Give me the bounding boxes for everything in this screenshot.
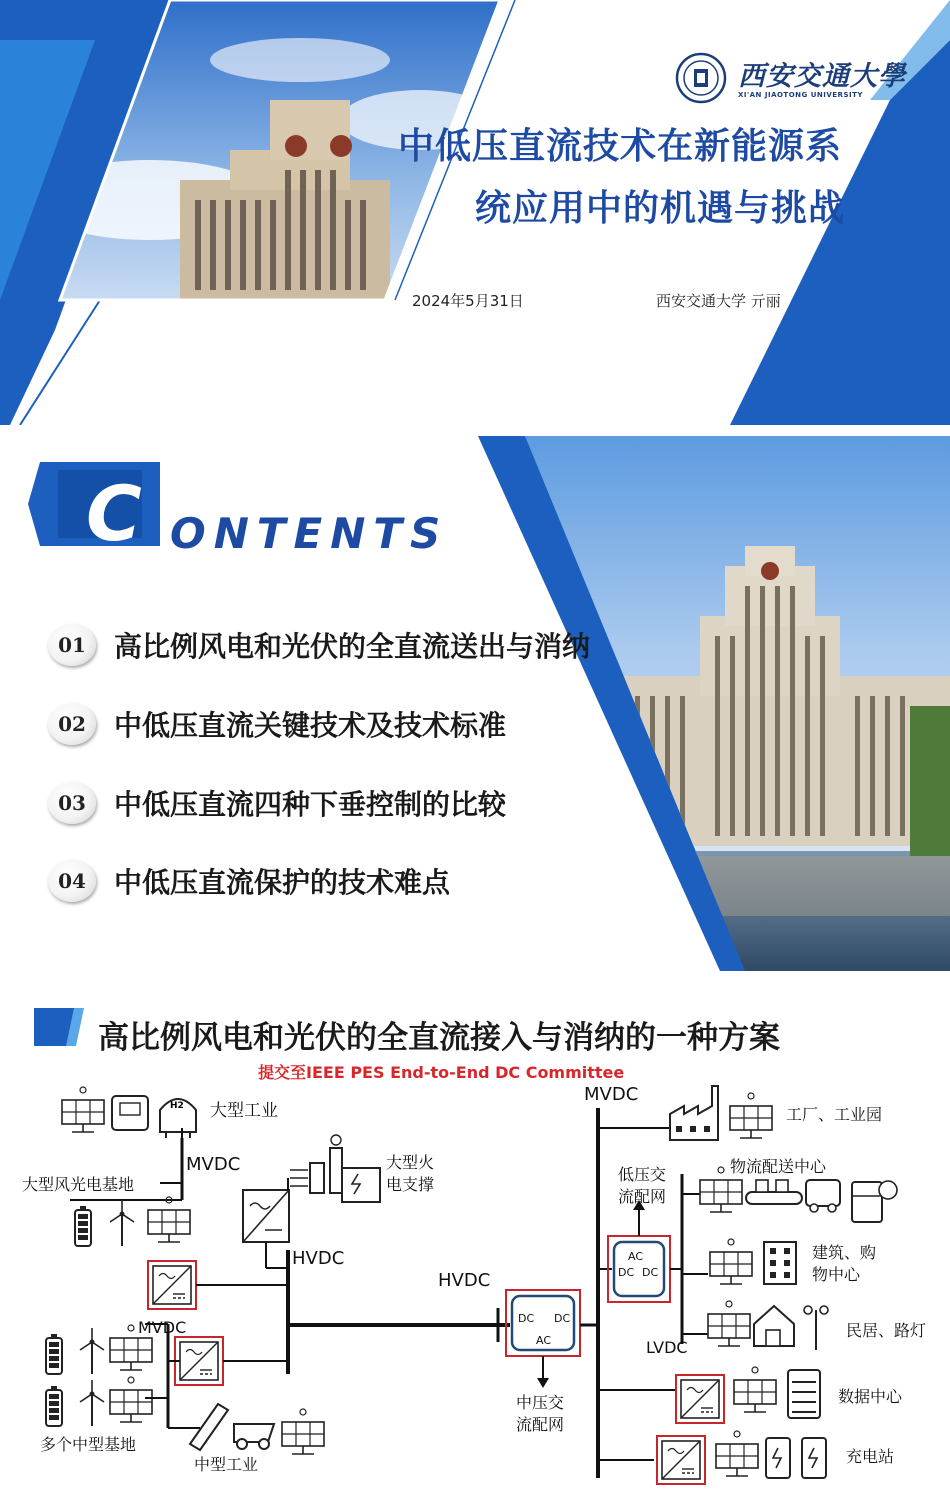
converter-icon bbox=[148, 1261, 196, 1309]
wind-turbine-icon bbox=[80, 1380, 104, 1426]
label-mvdc-right: MVDC bbox=[584, 1084, 639, 1105]
thermal-converter-icon bbox=[243, 1190, 289, 1242]
label-lv-ac-line2: 流配网 bbox=[618, 1187, 667, 1206]
label-medium-industry: 中型工业 bbox=[194, 1455, 259, 1474]
label-mvdc-lower: MVDC bbox=[138, 1318, 187, 1337]
item-text: 中低压直流四种下垂控制的比较 bbox=[114, 788, 507, 821]
label-building-line2: 物中心 bbox=[812, 1265, 861, 1284]
wind-turbine-icon bbox=[80, 1328, 104, 1374]
conveyor-belt-icon bbox=[746, 1180, 802, 1204]
contents-item-04 bbox=[48, 858, 450, 904]
converter-ac-label: AC bbox=[536, 1334, 552, 1347]
item-number-badge: 01 bbox=[48, 624, 96, 666]
label-lv-ac-line1: 低压交 bbox=[618, 1165, 667, 1184]
item-text: 中低压直流保护的技术难点 bbox=[114, 866, 451, 899]
thermal-plant-icon bbox=[290, 1135, 380, 1202]
label-mv-ac-line1: 中压交 bbox=[516, 1393, 565, 1412]
label-factory-park: 工厂、工业园 bbox=[786, 1105, 883, 1124]
label-thermal-line1: 大型火 bbox=[386, 1153, 435, 1172]
slide-title-line2: 统应用中的机遇与挑战 bbox=[475, 188, 846, 229]
converter-ac-label: AC bbox=[628, 1250, 644, 1263]
item-number-badge: 03 bbox=[48, 782, 96, 824]
converter-dc-label: DC bbox=[642, 1266, 659, 1279]
delivery-robot-icon bbox=[806, 1180, 840, 1212]
solar-panel-icon bbox=[710, 1239, 752, 1284]
solar-panel-icon bbox=[708, 1301, 750, 1346]
label-hvdc-center: HVDC bbox=[438, 1270, 491, 1291]
solar-panel-icon bbox=[282, 1409, 324, 1454]
label-multi-medium-base: 多个中型基地 bbox=[40, 1435, 137, 1454]
label-data-center: 数据中心 bbox=[838, 1387, 903, 1406]
slide-heading: 高比例风电和光伏的全直流接入与消纳的一种方案 bbox=[98, 1020, 780, 1056]
dc-scheme-slide bbox=[0, 978, 950, 1496]
blue-stripe bbox=[0, 330, 55, 425]
label-logistics: 物流配送中心 bbox=[730, 1157, 827, 1176]
server-rack-icon bbox=[788, 1370, 820, 1418]
house-icon bbox=[754, 1306, 794, 1346]
solar-panel-icon bbox=[110, 1377, 152, 1422]
label-charging-station: 充电站 bbox=[846, 1447, 895, 1466]
solar-panel-icon bbox=[730, 1093, 772, 1138]
factory-icon bbox=[670, 1086, 718, 1140]
item-number-badge: 04 bbox=[48, 860, 96, 902]
label-hvdc-left: HVDC bbox=[292, 1248, 345, 1269]
contents-logo-letter: C bbox=[86, 469, 142, 558]
slide-subheading: 提交至IEEE PES End-to-End DC Committee bbox=[258, 1063, 625, 1082]
presentation-author: 西安交通大学 亓丽 bbox=[656, 292, 781, 310]
title-slide bbox=[0, 0, 950, 425]
contents-item-01 bbox=[48, 622, 590, 668]
converter-dc-label: DC bbox=[554, 1312, 571, 1325]
label-lvdc: LVDC bbox=[646, 1338, 688, 1357]
university-name-en: XI'AN JIAOTONG UNIVERSITY bbox=[738, 91, 863, 99]
label-large-wind-pv-base: 大型风光电基地 bbox=[22, 1175, 135, 1194]
item-text: 中低压直流关键技术及技术标准 bbox=[114, 709, 507, 742]
label-thermal-line2: 电支撑 bbox=[386, 1175, 435, 1194]
wind-turbine-icon bbox=[110, 1200, 134, 1246]
street-lamp-icon bbox=[804, 1306, 828, 1350]
charging-pile-icon bbox=[766, 1438, 826, 1478]
building-icon bbox=[764, 1242, 796, 1284]
converter-icon bbox=[676, 1375, 724, 1423]
contents-item-03 bbox=[48, 780, 506, 826]
item-text: 高比例风电和光伏的全直流送出与消纳 bbox=[114, 630, 591, 663]
contents-item-02 bbox=[48, 701, 506, 747]
presentation-date: 2024年5月31日 bbox=[412, 292, 524, 310]
contents-heading: ONTENTS bbox=[170, 509, 449, 558]
label-mv-ac-line2: 流配网 bbox=[516, 1415, 565, 1434]
solar-panel-icon bbox=[62, 1087, 104, 1132]
label-building-line1: 建筑、购 bbox=[812, 1243, 877, 1262]
converter-dc-label: DC bbox=[618, 1266, 635, 1279]
converter-dc-label: DC bbox=[518, 1312, 535, 1325]
hydrogen-tank-icon bbox=[160, 1099, 196, 1138]
converter-icon bbox=[175, 1337, 223, 1385]
slide-title-line1: 中低压直流技术在新能源系 bbox=[398, 126, 843, 167]
label-residential: 民居、路灯 bbox=[846, 1321, 927, 1340]
item-number-badge: 02 bbox=[48, 703, 96, 745]
battery-icon bbox=[75, 1206, 91, 1246]
battery-icon bbox=[46, 1334, 62, 1374]
solar-panel-icon bbox=[716, 1431, 758, 1476]
label-large-industry: 大型工业 bbox=[210, 1101, 278, 1121]
battery-icon bbox=[46, 1386, 62, 1426]
refrigerator-icon bbox=[852, 1181, 897, 1222]
university-name-cn: 西安交通大學 bbox=[738, 61, 906, 92]
svg-text:H2: H2 bbox=[170, 1101, 184, 1111]
electrolyzer-icon bbox=[112, 1096, 148, 1130]
solar-panel-icon bbox=[734, 1367, 776, 1412]
solar-panel-icon bbox=[148, 1197, 190, 1242]
label-mvdc-left: MVDC bbox=[186, 1154, 241, 1175]
contents-slide bbox=[0, 436, 950, 971]
mining-truck-icon bbox=[234, 1424, 274, 1449]
converter-icon bbox=[657, 1436, 705, 1484]
campus-photo bbox=[500, 436, 950, 971]
